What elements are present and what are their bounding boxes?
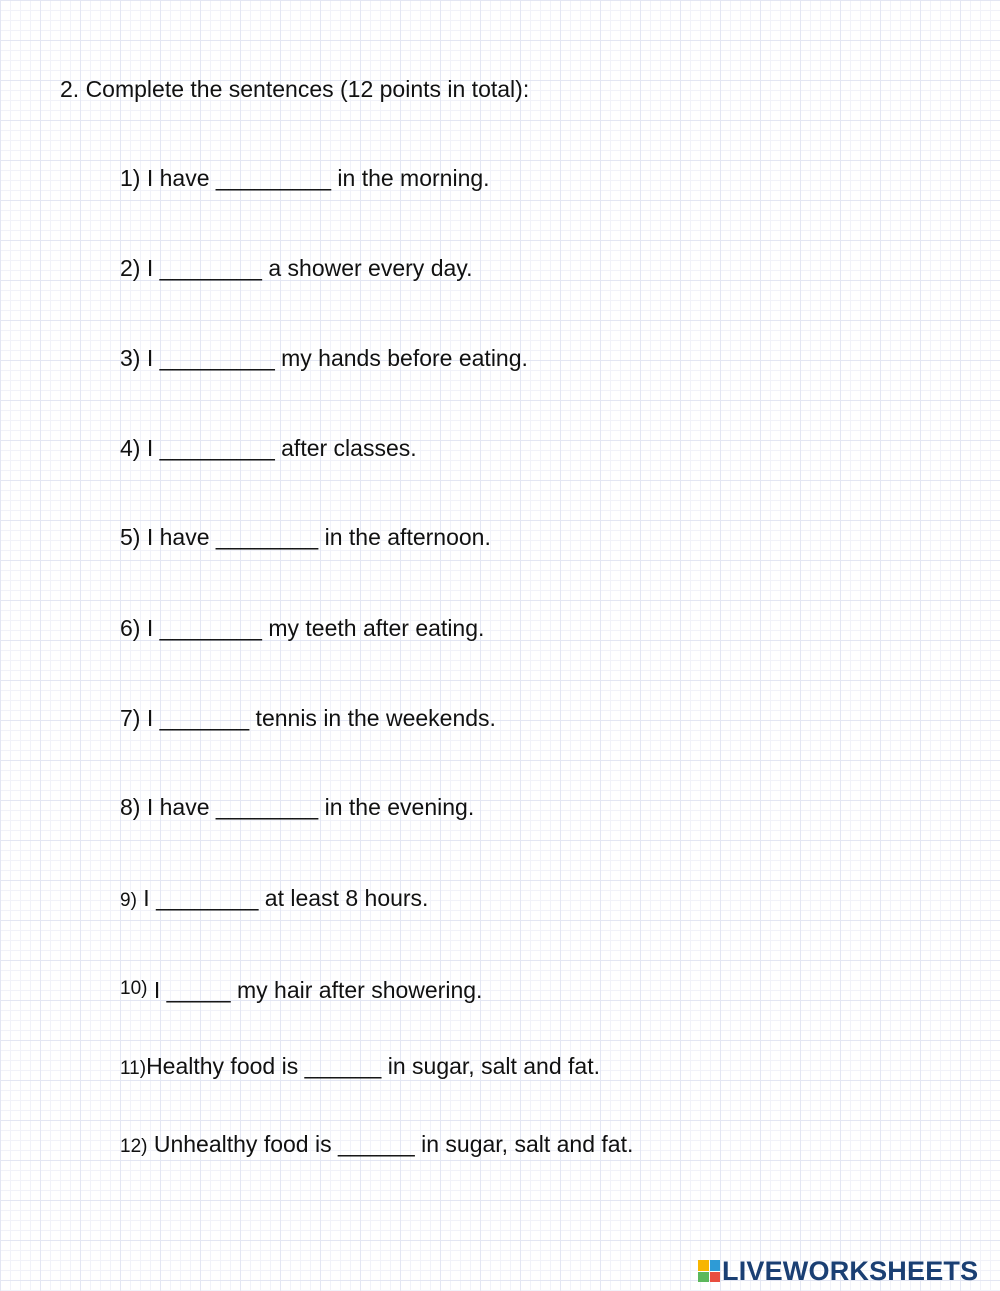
sentence-6 — [120, 615, 484, 642]
sentence-number: 12) — [120, 1136, 148, 1157]
sentence-text: I have ________ in the evening. — [146, 794, 475, 820]
sentence-number: 8) — [120, 794, 141, 820]
sentence-text: I _______ tennis in the weekends. — [146, 705, 496, 731]
sentence-number: 3) — [120, 345, 141, 371]
sentence-9 — [120, 885, 428, 912]
sentence-3 — [120, 345, 528, 372]
sentence-text: I _________ my hands before eating. — [146, 345, 528, 371]
liveworksheets-logo-icon — [698, 1260, 720, 1282]
sentence-12 — [120, 1131, 633, 1158]
sentence-5 — [120, 524, 491, 551]
sentence-4 — [120, 435, 417, 462]
sentence-number: 4) — [120, 435, 141, 461]
sentence-text: I _________ after classes. — [146, 435, 417, 461]
sentence-text: I _____ my hair after showering. — [153, 977, 483, 1003]
sentence-text: I ________ a shower every day. — [146, 255, 473, 281]
liveworksheets-logo — [698, 1256, 978, 1286]
sentence-number: 11) — [120, 1058, 147, 1079]
sentence-10 — [120, 977, 482, 1004]
sentence-text: I ________ at least 8 hours. — [143, 885, 429, 911]
sentence-text: Healthy food is ______ in sugar, salt and fat. — [146, 1053, 600, 1079]
sentence-number: 10) — [120, 978, 148, 999]
logo-text: LIVEWORKSHEETS — [722, 1255, 979, 1286]
sentence-number: 6) — [120, 615, 141, 641]
exercise-heading: 2. Complete the sentences (12 points in total): — [60, 76, 530, 102]
sentence-11 — [120, 1053, 600, 1080]
sentence-text: I have _________ in the morning. — [146, 165, 490, 191]
sentence-1 — [120, 165, 490, 192]
sentence-2 — [120, 255, 472, 282]
sentence-text: I ________ my teeth after eating. — [146, 615, 485, 641]
sentence-number: 5) — [120, 524, 141, 550]
sentence-number: 7) — [120, 705, 141, 731]
sentence-text: I have ________ in the afternoon. — [146, 524, 491, 550]
sentence-7 — [120, 705, 496, 732]
sentence-number: 9) — [120, 890, 137, 911]
sentence-number: 1) — [120, 165, 141, 191]
sentence-number: 2) — [120, 255, 141, 281]
sentence-8 — [120, 794, 474, 821]
sentence-text: Unhealthy food is ______ in sugar, salt and fat. — [153, 1131, 634, 1157]
